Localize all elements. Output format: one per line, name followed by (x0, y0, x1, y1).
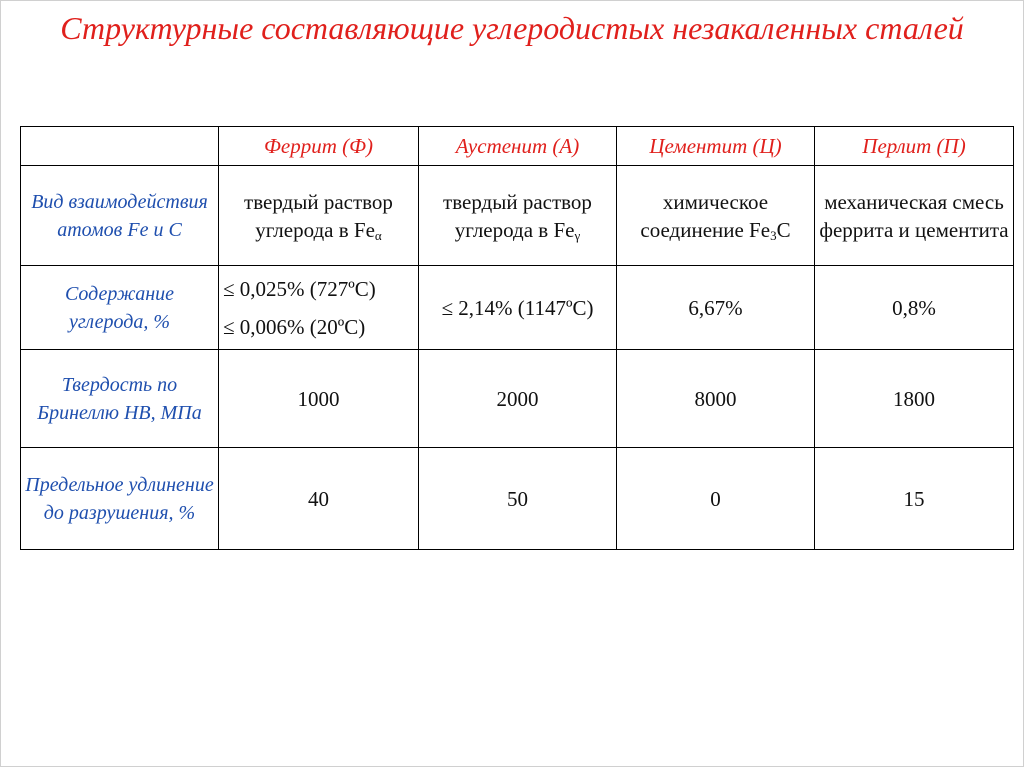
table-row (21, 350, 1014, 448)
cell-line: ≤ 0,006% (20ºC) (223, 314, 366, 339)
cell-pearlite-interaction: механическая смесь феррита и цементита (815, 166, 1014, 266)
cell-text: химическое соединение Fe (640, 189, 771, 242)
cell-cementite-elongation: 0 (617, 448, 815, 550)
table-header-row (21, 127, 1014, 166)
column-header-ferrite: Феррит (Ф) (219, 127, 419, 166)
cell-text: твердый раствор углерода в Fe (244, 189, 393, 242)
subscript: γ (574, 227, 581, 243)
cell-line: ≤ 0,025% (727ºC) (223, 276, 376, 301)
cell-austenite-elongation: 50 (419, 448, 617, 550)
subscript: 3 (770, 227, 777, 243)
cell-cementite-interaction (617, 166, 815, 266)
cell-pearlite-hardness: 1800 (815, 350, 1014, 448)
cell-cementite-carbon: 6,67% (617, 266, 815, 350)
cell-ferrite-elongation: 40 (219, 448, 419, 550)
cell-pearlite-carbon: 0,8% (815, 266, 1014, 350)
cell-text: твердый раствор углерода в Fe (443, 189, 592, 242)
row-header-carbon-content: Содержание углерода, % (21, 266, 219, 350)
subscript: α (374, 227, 382, 243)
row-header-interaction: Вид взаимодействия атомов Fe и C (21, 166, 219, 266)
column-header-pearlite: Перлит (П) (815, 127, 1014, 166)
corner-cell (21, 127, 219, 166)
table-row (21, 266, 1014, 350)
cell-ferrite-hardness: 1000 (219, 350, 419, 448)
cell-austenite-hardness: 2000 (419, 350, 617, 448)
column-header-cementite: Цементит (Ц) (617, 127, 815, 166)
column-header-austenite: Аустенит (А) (419, 127, 617, 166)
cell-austenite-carbon: ≤ 2,14% (1147ºC) (419, 266, 617, 350)
table-row (21, 448, 1014, 550)
cell-pearlite-elongation: 15 (815, 448, 1014, 550)
cell-ferrite-interaction (219, 166, 419, 266)
cell-cementite-hardness: 8000 (617, 350, 815, 448)
cell-ferrite-carbon (219, 266, 419, 350)
cell-austenite-interaction (419, 166, 617, 266)
cell-text-tail: C (776, 217, 791, 242)
page-title: Структурные составляющие углеродистых незакаленных сталей (60, 10, 964, 46)
row-header-hardness: Твердость по Бринеллю НВ, МПа (21, 350, 219, 448)
row-header-elongation: Предельное удлинение до разрушения, % (21, 448, 219, 550)
table-row (21, 166, 1014, 266)
steel-structure-table (20, 126, 1014, 550)
